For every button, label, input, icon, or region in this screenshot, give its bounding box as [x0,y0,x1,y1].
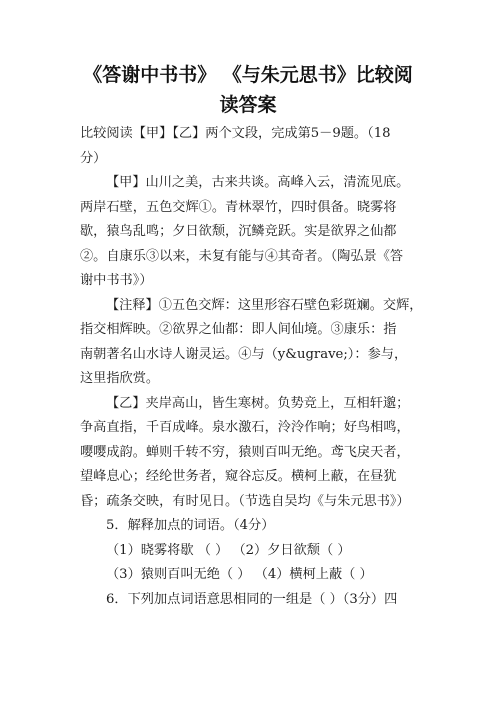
text-line: 望峰息心；经纶世务者，窥谷忘反。横柯上蔽，在昼犹 [80,469,397,484]
question-line: 6．下列加点词语意思相同的一组是（ ）（3分）四 [106,591,398,607]
text-line: 昏；疏条交映，有时见日。（节选自吴均《与朱元思书》） [80,493,410,509]
document-body [80,122,423,612]
text-line: 分） [80,150,107,166]
question-line: （3）猿则百叫无绝（ ） （4）横柯上蔽（ ） [106,567,373,582]
text-line: 两岸石壁，五色交辉①。青林翠竹，四时俱备。晓雾将 [80,199,397,215]
title-line-1: 《答谢中书书》 《与朱元思书》比较阅 [83,64,413,86]
question-line: 5．解释加点的词语。（4分） [106,518,275,533]
text-line: 南朝著名山水诗人谢灵运。④与（y&ugrave;）：参与， [80,346,408,362]
text-line: 这里指欣赏。 [80,371,160,386]
question-line: （1）晓雾将歇 （ ） （2）夕日欲颓（ ） [106,542,351,558]
text-line: 比较阅读【甲】【乙】两个文段，完成第5－9题。（18 [80,126,391,141]
text-line: 【甲】山川之美，古来共谈。高峰入云，清流见底。 [106,175,410,190]
text-line: ②。自康乐③以来，未复有能与④其奇者。（陶弘景《答 [80,248,404,264]
text-line: 争高直指，千百成峰。泉水激石，泠泠作响；好鸟相鸣， [80,420,410,435]
document-title [60,60,436,120]
title-line-2: 读答案 [219,94,277,116]
text-line: 歇，猿鸟乱鸣；夕日欲颓，沉鳞竞跃。实是欲界之仙都 [80,224,397,239]
text-line: 【乙】夹岸高山，皆生寒树。负势竞上，互相轩邈； [106,395,410,411]
text-line: 谢中书书》） [80,273,153,288]
text-line: 嘤嘤成韵。蝉则千转不穷，猿则百叫无绝。鸢飞戾天者， [80,444,410,460]
text-line: 指交相辉映。②欲界之仙都：即人间仙境。③康乐：指 [80,322,397,337]
text-line: 【注释】①五色交辉：这里形容石壁色彩斑斓。交辉， [106,297,423,313]
